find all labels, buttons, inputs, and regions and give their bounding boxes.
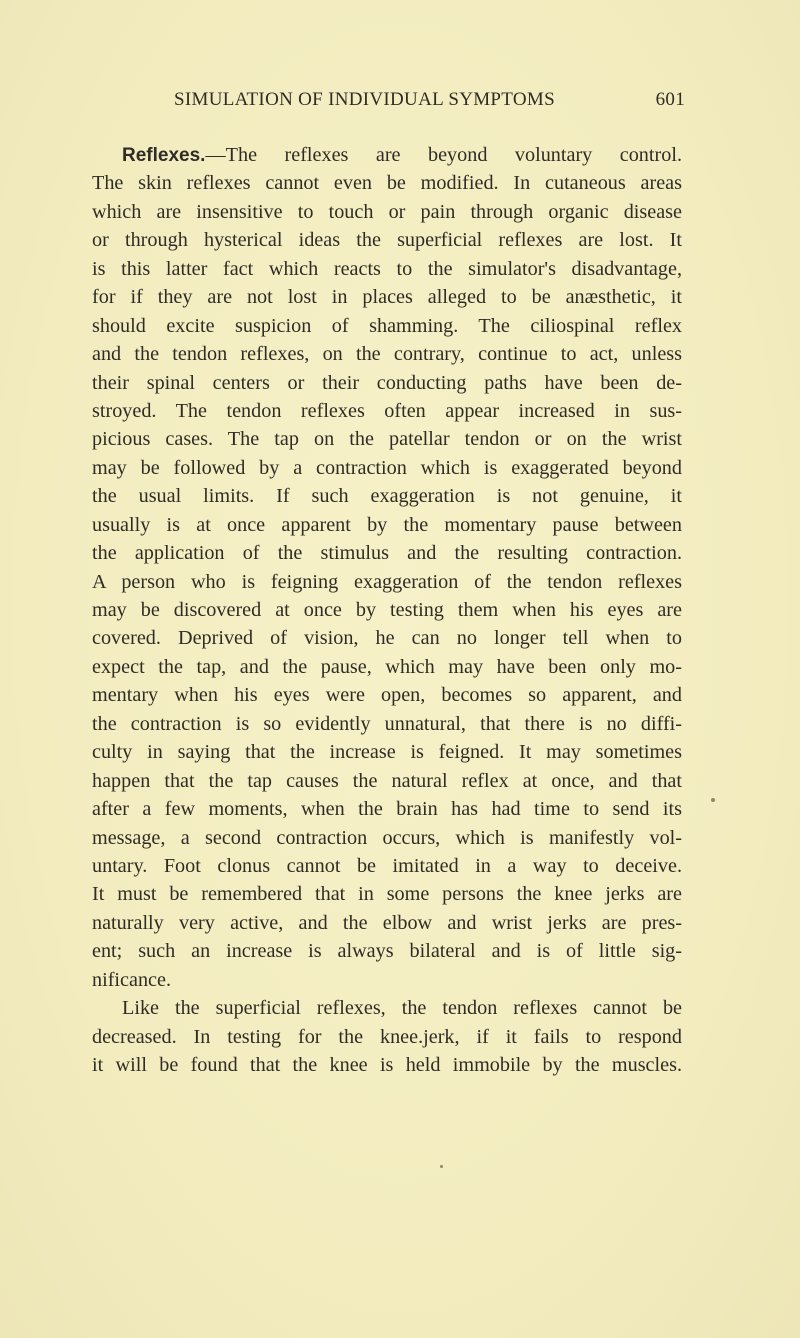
paragraph-line: expect the tap, and the pause, which may have been only mo- xyxy=(92,655,682,678)
paragraph-line: should excite suspicion of shamming. The ciliospinal reflex xyxy=(92,314,682,337)
paragraph-line: ent; such an increase is always bilateral and is of little sig- xyxy=(92,940,682,963)
paragraph-line: the contraction is so evidently unnatural, that there is no diffi- xyxy=(92,712,682,735)
paragraph-line: A person who is feigning exaggeration of the tendon reflexes xyxy=(92,570,682,593)
paragraph-line: the usual limits. If such exaggeration is not genuine, it xyxy=(92,485,682,508)
paragraph-line: untary. Foot clonus cannot be imitated in a way to deceive. xyxy=(92,854,682,877)
paragraph-line: may be followed by a contraction which is exaggerated beyond xyxy=(92,456,682,479)
paragraph-line: which are insensitive to touch or pain through organic disease xyxy=(92,200,682,223)
paragraph-line: message, a second contraction occurs, which is manifestly vol- xyxy=(92,826,682,849)
paragraph-line: usually is at once apparent by the momentary pause between xyxy=(92,513,682,536)
paragraph-line: It must be remembered that in some persons the knee jerks are xyxy=(92,883,682,906)
paragraph-line: and the tendon reflexes, on the contrary, continue to act, unless xyxy=(92,343,682,366)
paragraph-line: may be discovered at once by testing them when his eyes are xyxy=(92,599,682,621)
paragraph-line: the application of the stimulus and the resulting contraction. xyxy=(92,542,682,565)
paper-speck xyxy=(440,1165,443,1168)
paragraph-line: is this latter fact which reacts to the simulator's disadvantage, xyxy=(92,257,682,280)
paragraph-line: their spinal centers or their conducting paths have been de- xyxy=(92,371,682,394)
line-text: —The reflexes are beyond voluntary control. xyxy=(205,144,682,166)
paragraph-line: naturally very active, and the elbow and wrist jerks are pres- xyxy=(92,911,682,934)
paragraph-line xyxy=(92,141,682,169)
body-text xyxy=(92,141,682,1079)
paragraph-line: stroyed. The tendon reflexes often appear increased in sus- xyxy=(92,399,682,422)
section-heading: Reflexes. xyxy=(122,145,206,166)
paper-speck xyxy=(711,798,715,802)
paragraph-line: Like the superficial reflexes, the tendon reflexes cannot be xyxy=(122,997,682,1020)
paragraph-line: it will be found that the knee is held immobile by the muscles. xyxy=(92,1054,682,1076)
paragraph-line: or through hysterical ideas the superficial reflexes are lost. It xyxy=(92,229,682,252)
paragraph-line: The skin reflexes cannot even be modified. In cutaneous areas xyxy=(92,172,682,195)
paragraph-line: after a few moments, when the brain has had time to send its xyxy=(92,798,682,821)
paragraph-line: covered. Deprived of vision, he can no longer tell when to xyxy=(92,627,682,650)
paragraph-line: nificance. xyxy=(92,968,172,991)
paragraph-line: picious cases. The tap on the patellar tendon or on the wrist xyxy=(92,428,682,451)
paragraph-line: happen that the tap causes the natural reflex at once, and that xyxy=(92,769,682,792)
page-number: 601 xyxy=(655,89,685,110)
paragraph-line: for if they are not lost in places alleged to be anæsthetic, it xyxy=(92,286,682,309)
paragraph-line: culty in saying that the increase is feigned. It may sometimes xyxy=(92,741,682,764)
paragraph-line: mentary when his eyes were open, becomes so apparent, and xyxy=(92,684,682,707)
paragraph-line: decreased. In testing for the knee.jerk, if it fails to respond xyxy=(92,1025,682,1048)
running-head xyxy=(160,89,685,117)
running-title: SIMULATION OF INDIVIDUAL SYMPTOMS xyxy=(174,89,555,110)
